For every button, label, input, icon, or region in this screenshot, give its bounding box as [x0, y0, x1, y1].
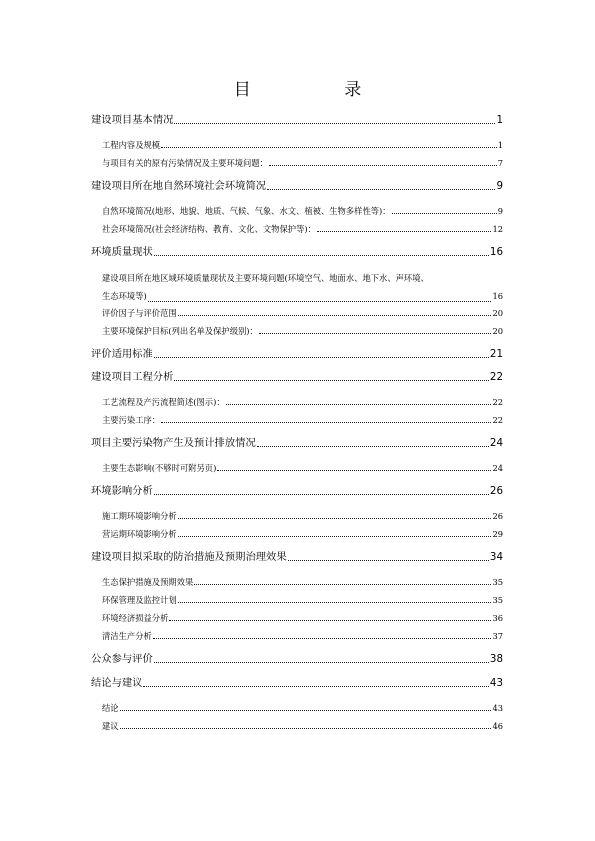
toc-entry-section[interactable]	[91, 484, 503, 498]
toc-entry-subsection[interactable]	[102, 612, 503, 624]
toc-entry-text: 建设项目工程分析	[91, 371, 174, 383]
dot-leader	[392, 213, 497, 214]
toc-entry-text: 结论与建议	[91, 677, 143, 689]
dot-leader	[174, 123, 495, 124]
toc-entry-text: 工程内容及规模	[102, 140, 161, 150]
toc-page-number: 24	[492, 463, 503, 473]
toc-entry-text: 评价因子与评价范围	[102, 308, 177, 318]
toc-page-number: 26	[489, 485, 503, 497]
dot-leader	[154, 662, 489, 663]
toc-entry-text: 公众参与评价	[91, 653, 153, 665]
toc-page-number: 46	[492, 721, 503, 731]
toc-entry-subsection[interactable]	[102, 396, 503, 408]
toc-entry-section[interactable]	[91, 676, 503, 690]
toc-entry-text: 结论	[102, 703, 119, 713]
toc-entry-text: 建设项目所在地区域环境质量现状及主要环境问题(环境空气、地面水、地下水、声环境、	[102, 273, 429, 283]
toc-entry-section[interactable]	[91, 347, 503, 361]
dot-leader	[154, 255, 489, 256]
toc-entry-subsection[interactable]	[102, 307, 503, 319]
toc-page-number: 43	[492, 703, 503, 713]
toc-page-number: 7	[497, 158, 503, 168]
dot-leader	[143, 686, 488, 687]
dot-leader	[178, 536, 492, 537]
toc-entry-subsection[interactable]	[102, 702, 503, 714]
toc-page-number: 22	[492, 397, 503, 407]
toc-entry-subsection[interactable]	[102, 205, 503, 217]
toc-page-number: 21	[489, 348, 503, 360]
toc-entry-subsection[interactable]	[102, 269, 503, 305]
dot-leader	[174, 380, 489, 381]
toc-entry-text: 清洁生产分析	[102, 631, 152, 641]
toc-entry-text: 建议	[102, 721, 119, 731]
dot-leader	[178, 602, 492, 603]
toc-entry-subsection[interactable]	[102, 576, 503, 588]
toc-entry-text: 营运期环境影响分析	[102, 529, 177, 539]
toc-entry-subsection[interactable]	[102, 325, 503, 337]
dot-leader	[257, 446, 489, 447]
dot-leader	[148, 301, 492, 302]
toc-page-number: 43	[489, 677, 503, 689]
toc-entry-subsection[interactable]	[102, 414, 503, 426]
toc-entry-subsection[interactable]	[102, 139, 503, 151]
toc-entry-section[interactable]	[91, 179, 503, 193]
toc-entry-text: 工艺流程及产污流程简述(图示)：	[102, 397, 225, 407]
toc-entry-text: 建设项目拟采取的防治措施及预期治理效果	[91, 551, 287, 563]
toc-entry-text: 建设项目基本情况	[91, 114, 174, 126]
toc-entry-text-continued: 生态环境等)	[102, 291, 147, 301]
toc-entry-section[interactable]	[91, 550, 503, 564]
toc-entry-subsection[interactable]	[102, 157, 503, 169]
dot-leader	[226, 404, 492, 405]
toc-entry-subsection[interactable]	[102, 528, 503, 540]
toc-entry-text: 环保管理及监控计划	[102, 595, 177, 605]
toc-entry-subsection[interactable]	[102, 510, 503, 522]
dot-leader	[267, 189, 495, 190]
dot-leader	[154, 357, 489, 358]
toc-title: 目 录	[233, 80, 406, 100]
toc-entry-section[interactable]	[91, 652, 503, 666]
toc-entry-text: 建设项目所在地自然环境社会环境简况	[91, 180, 267, 192]
toc-entry-subsection[interactable]	[102, 630, 503, 642]
toc-page-number: 36	[492, 613, 503, 623]
dot-leader	[161, 147, 497, 148]
dot-leader	[154, 494, 489, 495]
toc-entry-text: 主要污染工序：	[102, 415, 161, 425]
toc-page-number: 22	[492, 415, 503, 425]
dot-leader	[178, 315, 492, 316]
toc-entry-section[interactable]	[91, 370, 503, 384]
toc-entry-text: 施工期环境影响分析	[102, 511, 177, 521]
toc-entry-text: 环境影响分析	[91, 485, 153, 497]
toc-page-number: 22	[489, 371, 503, 383]
toc-entry-section[interactable]	[91, 245, 503, 259]
toc-entry-text: 社会环境简况(社会经济结构、教育、文化、文物保护等)：	[102, 224, 316, 234]
toc-entry-section[interactable]	[91, 436, 503, 450]
toc-page-number: 38	[489, 653, 503, 665]
dot-leader	[288, 560, 489, 561]
toc-entry-section[interactable]	[91, 113, 503, 127]
dot-leader	[259, 333, 492, 334]
toc-page-number: 16	[492, 291, 503, 301]
toc-page-number: 24	[489, 437, 503, 449]
toc-page-number: 1	[496, 114, 503, 126]
dot-leader	[269, 165, 497, 166]
toc-page-number: 16	[489, 246, 503, 258]
toc-entry-subsection[interactable]	[102, 462, 503, 474]
toc-entry-subsection[interactable]	[102, 720, 503, 732]
toc-entry-text: 项目主要污染物产生及预计排放情况	[91, 437, 256, 449]
dot-leader	[217, 470, 491, 471]
toc-page-number: 26	[492, 511, 503, 521]
dot-leader	[317, 231, 492, 232]
toc-page-number: 12	[492, 224, 503, 234]
dot-leader	[120, 710, 492, 711]
toc-entry-text: 评价适用标准	[91, 348, 153, 360]
toc-page-number: 29	[492, 529, 503, 539]
toc-page-number: 20	[492, 308, 503, 318]
dot-leader	[194, 584, 491, 585]
toc-page-number: 1	[497, 140, 503, 150]
dot-leader	[178, 518, 492, 519]
dot-leader	[120, 728, 492, 729]
toc-page-number: 34	[489, 551, 503, 563]
dot-leader	[169, 620, 491, 621]
toc-entry-text: 环境经济损益分析	[102, 613, 169, 623]
toc-entry-text: 环境质量现状	[91, 246, 153, 258]
toc-page-number: 20	[492, 326, 503, 336]
toc-entry-text: 生态保护措施及预期效果	[102, 577, 194, 587]
toc-page-number: 35	[492, 577, 503, 587]
dot-leader	[153, 638, 492, 639]
dot-leader	[161, 422, 491, 423]
toc-page-number: 9	[497, 206, 503, 216]
toc-entry-subsection[interactable]	[102, 223, 503, 235]
toc-page-number: 35	[492, 595, 503, 605]
toc-entry-text: 主要生态影响(不够时可附另页)	[102, 463, 217, 473]
toc-page-number: 9	[496, 180, 503, 192]
toc-entry-text: 自然环境简况(地形、地貌、地质、气候、气象、水文、植被、生物多样性等)：	[102, 206, 391, 216]
toc-entry-text: 与项目有关的原有污染情况及主要环境问题：	[102, 158, 268, 168]
toc-page-number: 37	[492, 631, 503, 641]
toc-entry-subsection[interactable]	[102, 594, 503, 606]
toc-entry-text: 主要环境保护目标(列出名单及保护级别)：	[102, 326, 258, 336]
